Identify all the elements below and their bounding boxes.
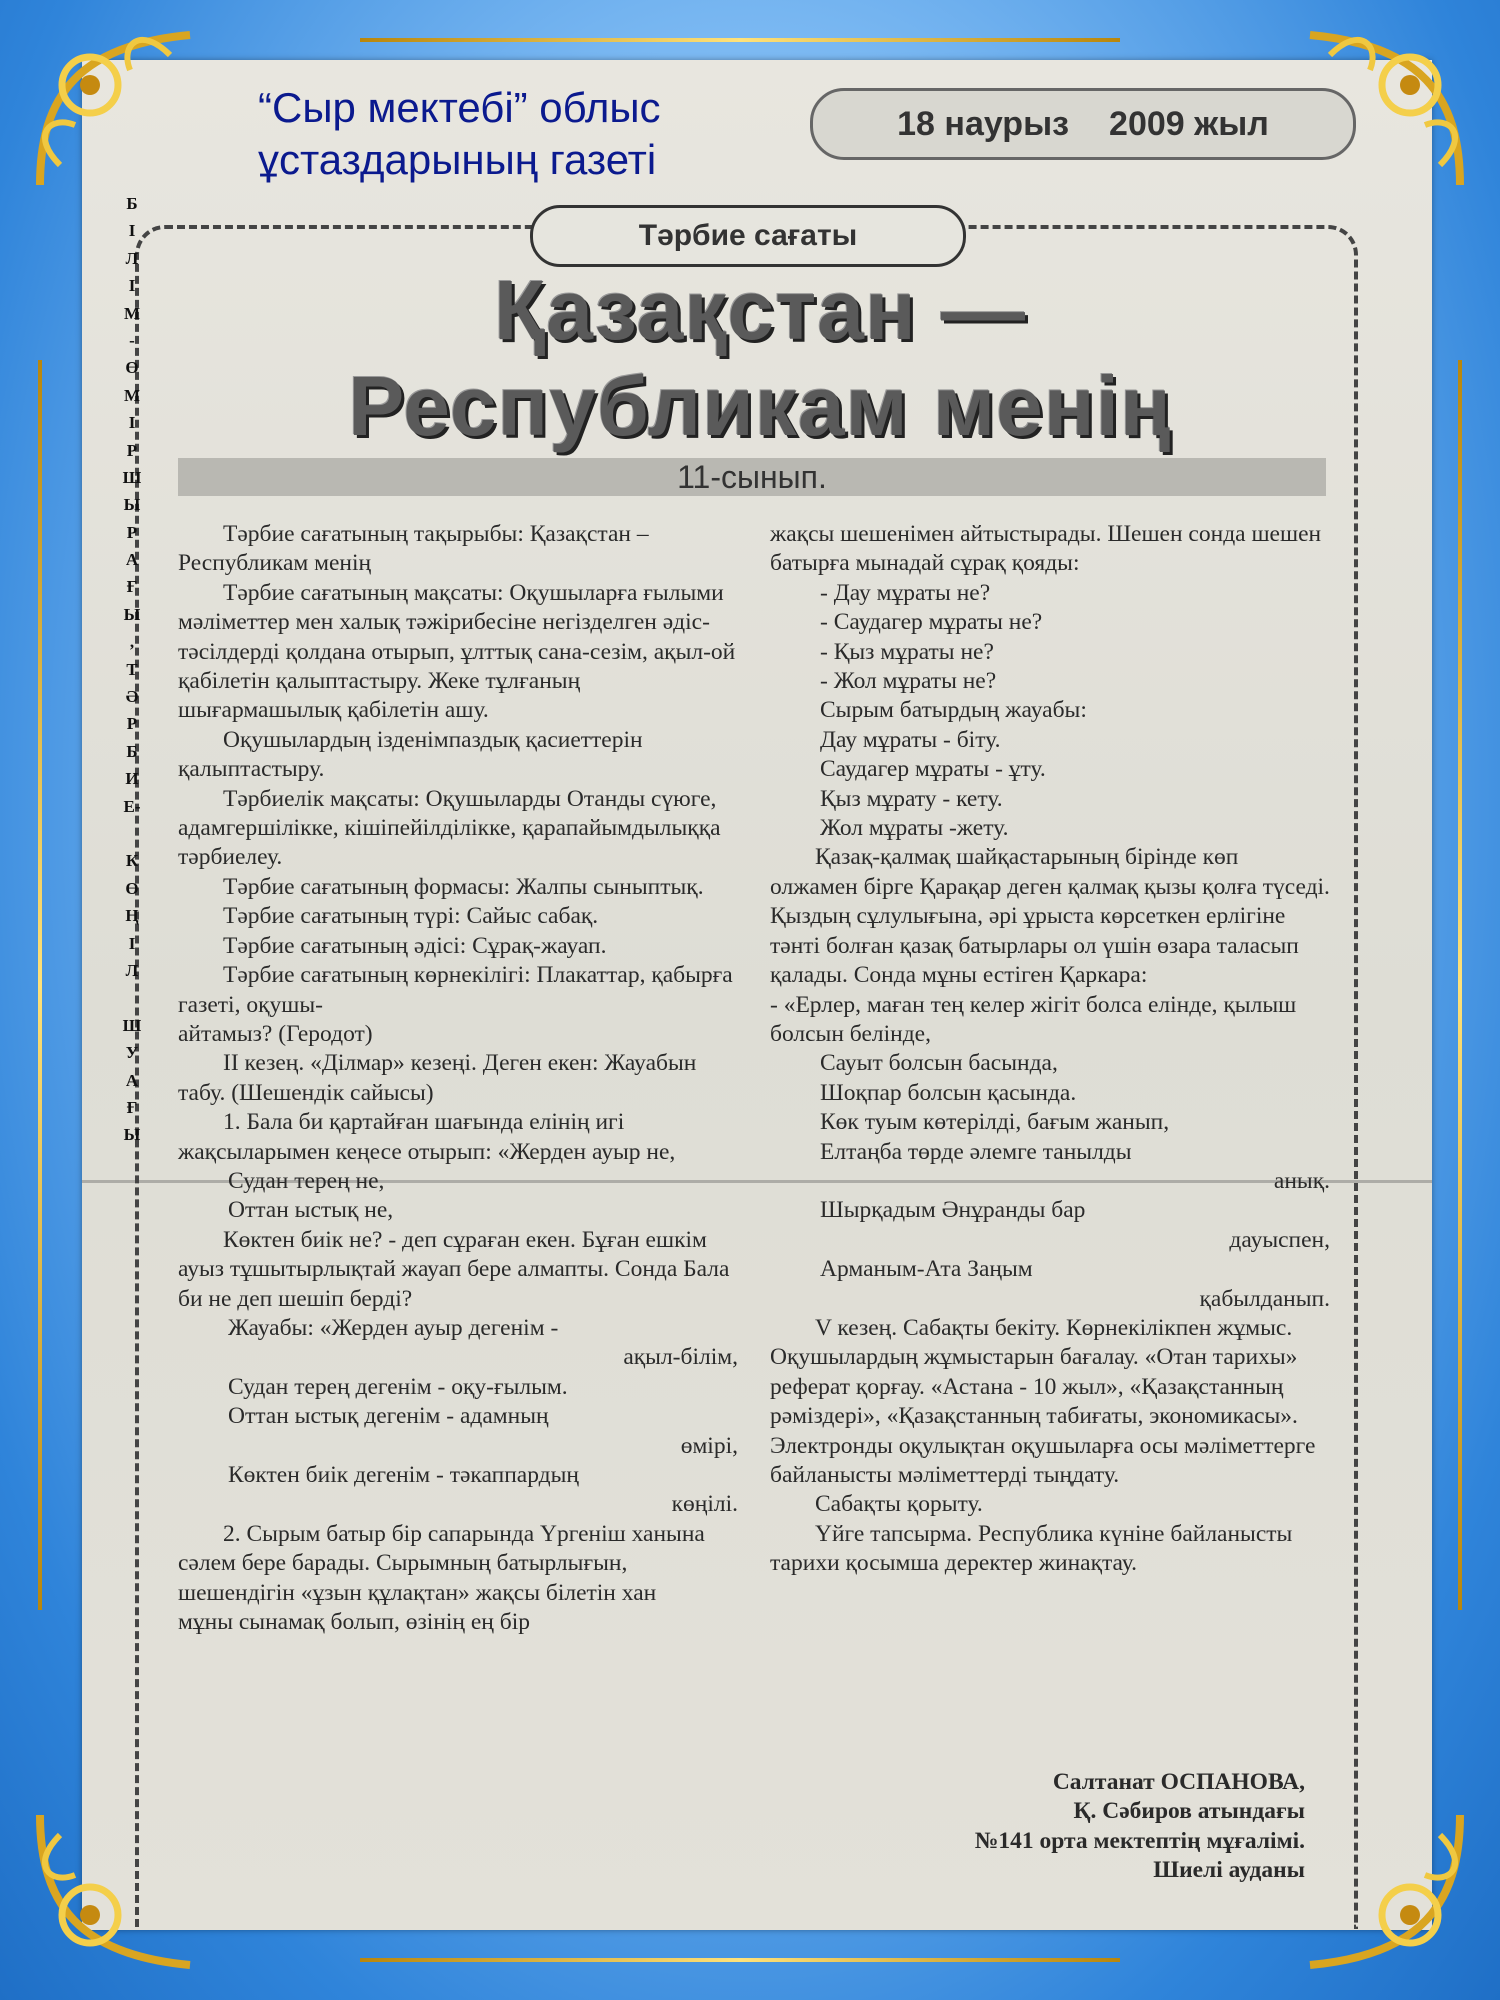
verse-line: Елтаңба төрде әлемге танылды: [820, 1138, 1132, 1165]
paragraph: Тәрбие сағатының түрі: Сайыс сабақ.: [223, 903, 599, 930]
ornament-top-left-icon: [20, 15, 200, 195]
verse-line: Көк туым көтерілді, бағым жанып,: [820, 1109, 1170, 1136]
verse-line: Судан терең не,: [228, 1167, 385, 1194]
paragraph: Тәрбие сағатының тақырыбы: Қазақстан – Республикам менің: [178, 521, 649, 577]
vertical-letter: Ғ: [126, 577, 138, 597]
vertical-letter: [110, 820, 154, 847]
verse-line: Шырқадым Әнұранды бар: [820, 1197, 1086, 1224]
verse-line: Оттан ыстық дегенім - адамның: [228, 1403, 549, 1430]
verse-line: Сауыт болсын басында,: [820, 1050, 1058, 1077]
vertical-letter: Б: [126, 741, 138, 761]
rubric-label: Тәрбие сағаты: [530, 205, 966, 267]
date-year: 2009 жыл: [1109, 104, 1269, 143]
paragraph: ІІ кезең. «Ділмар» кезеңі. Деген екен: Жауабын табу. (Шешендік сайысы): [178, 1050, 697, 1106]
vertical-letter: Л: [125, 248, 139, 268]
paragraph: Тәрбие сағатының мақсаты: Оқушыларға ғылыми мәліметтер мен халық тәжірибесіне негізделген әдіс-тәсілдерді қолдана отырып, ұлттық сана-сезім, ақыл-ой қабілетін қалыптастыру. Жеке тұлғаның шығармашылық қабілетін ашу.: [178, 579, 736, 724]
newspaper-title-line1: “Сыр мектебі” облыс: [258, 84, 661, 131]
vertical-letter: Т: [126, 659, 138, 679]
paragraph: 1. Бала би қартайған шағында елінің игі жақсыларымен кеңесе отырып: «Жерден ауыр не,: [178, 1109, 676, 1165]
verse-line: Шоқпар болсын қасында.: [820, 1079, 1077, 1106]
vertical-letter: М: [123, 385, 141, 405]
vertical-letter: [110, 984, 154, 1011]
verse-line: қабылданып.: [1199, 1285, 1330, 1312]
paragraph: Көктен биік не? - деп сұраған екен. Бұған ешкім ауыз тұшытырлықтай жауап бере алмапты. Сонда Бала би не деп шешіп берді?: [178, 1226, 730, 1312]
answer-line: Сырым батырдың жауабы:: [820, 697, 1087, 724]
paragraph: Оқушылардың ізденімпаздық қасиеттерін қалыптастыру.: [178, 726, 643, 783]
date-day: 18 наурыз: [897, 104, 1070, 143]
question-line: - Саудагер мұраты не?: [820, 609, 1043, 636]
answer-line: Саудагер мұраты - ұту.: [820, 756, 1046, 783]
verse-line: Судан терең дегенім - оқу-ғылым.: [228, 1373, 568, 1400]
vertical-letter: Ш: [122, 467, 142, 487]
paragraph: - «Ерлер, маған тең келер жігіт болса елінде, қылыш болсын белінде,: [770, 991, 1297, 1047]
vertical-slogan: [110, 190, 154, 1149]
headline-line2: Республикам менің: [348, 359, 1172, 453]
vertical-letter: А: [125, 550, 139, 570]
vertical-letter: Ы: [123, 495, 141, 515]
vertical-letter: І: [128, 221, 136, 241]
paragraph: Сабақты қорыту.: [815, 1491, 983, 1518]
verse-line: Жауабы: «Жерден ауыр дегенім -: [228, 1314, 559, 1341]
vertical-letter: Ғ: [126, 1097, 138, 1117]
question-line: - Қыз мұраты не?: [820, 638, 994, 665]
paragraph: Тәрбиелік мақсаты: Оқушыларды Отанды сүюге, адамгершілікке, кішіпейілділікке, қарапайымдылыққа тәрбиелеу.: [178, 785, 721, 871]
vertical-letter: Ш: [122, 1015, 142, 1035]
paragraph: Үйге тапсырма. Республика күніне байланысты тарихи қосымша деректер жинақтау.: [770, 1520, 1293, 1577]
author-name: Салтанат ОСПАНОВА,: [1052, 1769, 1305, 1795]
newspaper-title-line2: ұстаздарының газеті: [258, 136, 657, 183]
answer-line: Қыз мұрату - кету.: [820, 785, 1003, 812]
paragraph: Тәрбие сағатының формасы: Жалпы сыныптық.: [223, 873, 704, 900]
paragraph: Тәрбие сағатының көрнекілігі: Плакаттар, қабырға газеті, оқушы-: [178, 962, 733, 1018]
author-school-line2: №141 орта мектептің мұғалімі.: [974, 1827, 1305, 1854]
article-right-column: [770, 520, 1330, 1579]
verse-line: Оттан ыстық не,: [228, 1197, 394, 1224]
verse-line: ақыл-білім,: [623, 1344, 738, 1371]
vertical-letter: А: [125, 1070, 139, 1090]
paragraph: V кезең. Сабақты бекіту. Көрнекілікпен жұмыс. Оқушылардың жұмыстарын бағалау. «Отан тарихы» реферат қорғау. «Астана - 10 жыл», «Қазақстанның рәміздері», «Қазақстанның табиғаты, экономикасы». Электронды оқулықтан оқушыларға осы мәліметтерге байланысты мәліметтерді тыңдату.: [770, 1314, 1316, 1488]
question-line: - Дау мұраты не?: [820, 579, 991, 606]
vertical-letter: Ө: [125, 358, 139, 378]
question-line: - Жол мұраты не?: [820, 668, 997, 695]
vertical-letter: М: [123, 303, 141, 323]
vertical-letter: У: [125, 1043, 139, 1063]
author-signature: [780, 1768, 1305, 1886]
answer-line: Дау мұраты - біту.: [820, 726, 1001, 753]
gold-border-right: [1458, 360, 1462, 1610]
vertical-letter: И: [125, 769, 139, 789]
verse-line: көңілі.: [671, 1491, 738, 1518]
gold-border-left: [38, 360, 42, 1610]
vertical-letter: Е-: [123, 796, 141, 816]
grade-label: 11-сынып.: [178, 458, 1326, 496]
vertical-letter: Р: [126, 714, 138, 734]
verse-line: Арманым-Ата Заңым: [820, 1256, 1033, 1283]
vertical-letter: Ң: [125, 906, 139, 926]
verse-line: анық.: [1273, 1167, 1330, 1194]
vertical-letter: Ы: [123, 604, 141, 624]
article-left-column: [178, 520, 738, 1637]
paragraph: жақсы шешенімен айтыстырады. Шешен сонда шешен батырға мынадай сұрақ қояды:: [770, 521, 1322, 577]
vertical-letter: -: [129, 330, 135, 350]
vertical-letter: І: [128, 276, 136, 296]
verse-line: Көктен биік дегенім - тәкаппардың: [228, 1462, 579, 1488]
paragraph: Қазақ-қалмақ шайқастарының бірінде көп олжамен бірге Қарақар деген қалмақ қызы қолға түседі. Қыздың сұлулығына, әрі ұрыста көрсеткен ерлігіне тәнті болған қазақ батырлары ол үшін өзара таласып қалады. Сонда мұны естіген Қаркара:: [770, 844, 1330, 989]
author-school-line1: Қ. Сәбиров атындағы: [1073, 1798, 1305, 1825]
vertical-letter: Ә: [125, 687, 139, 707]
vertical-letter: Б: [126, 194, 138, 213]
paragraph: 2. Сырым батыр бір сапарында Үргеніш ханына сәлем бере барады. Сырымның батырлығын, шешендігін «ұзын құлақтан» жақсы білетін хан: [178, 1520, 705, 1606]
paragraph: айтамыз? (Геродот): [178, 1020, 373, 1047]
verse-line: дауыспен,: [1229, 1226, 1330, 1253]
vertical-letter: Ы: [123, 1125, 141, 1145]
vertical-letter: І: [128, 413, 136, 433]
vertical-letter: Ө: [125, 878, 139, 898]
vertical-letter: Л: [125, 960, 139, 980]
vertical-letter: І: [128, 933, 136, 953]
newspaper-title: [258, 82, 778, 186]
gold-border-bottom: [360, 1958, 1120, 1962]
headline-line1: Қазақстан —: [493, 263, 1027, 357]
gold-border-top: [360, 38, 1120, 42]
article-headline: [200, 262, 1320, 454]
paragraph: Тәрбие сағатының әдісі: Сұрақ-жауап.: [223, 932, 607, 959]
vertical-letter: Р: [126, 522, 138, 542]
verse-line: өмірі,: [680, 1432, 738, 1459]
author-district: Шиелі ауданы: [1153, 1857, 1305, 1884]
vertical-letter: К: [125, 851, 139, 871]
issue-date: [810, 88, 1356, 160]
paragraph: мұны сынамақ болып, өзінің ең бір: [178, 1609, 530, 1636]
vertical-letter: Р: [126, 440, 138, 460]
answer-line: Жол мұраты -жету.: [820, 815, 1009, 842]
vertical-letter: ,: [129, 632, 135, 652]
